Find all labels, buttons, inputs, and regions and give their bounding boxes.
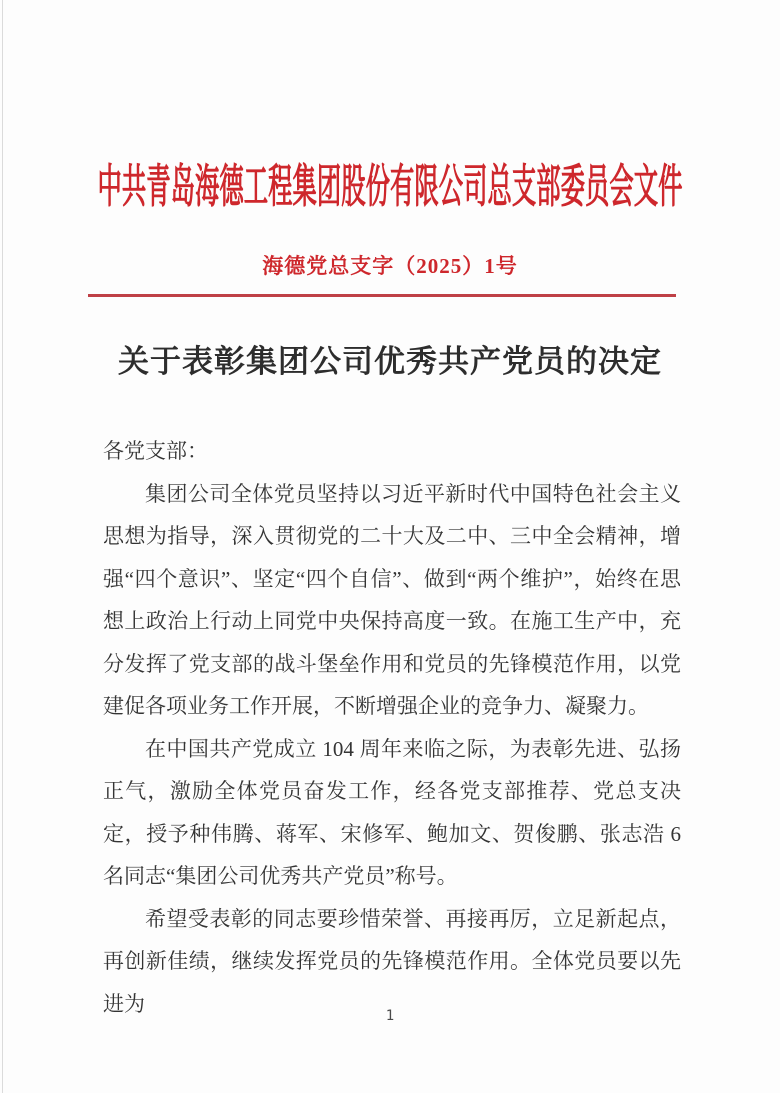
- body-paragraph: 集团公司全体党员坚持以习近平新时代中国特色社会主义思想为指导，深入贯彻党的二十大及二中、三中全会精神，增强“四个意识”、坚定“四个自信”、做到“两个维护”，始终在思想上政治上行动上同党中央保持高度一致。在施工生产中，充分发挥了党支部的战斗堡垒作用和党员的先锋模范作用，以党建促各项业务工作开展，不断增强企业的竞争力、凝聚力。: [103, 481, 681, 718]
- document-title: 关于表彰集团公司优秀共产党员的决定: [118, 344, 662, 379]
- salutation: 各党支部：: [103, 439, 208, 463]
- org-title: 中共青岛海德工程集团股份有限公司总支部委员会文件: [97, 162, 683, 212]
- body-paragraph: 在中国共产党成立 104 周年来临之际，为表彰先进、弘扬正气，激励全体党员奋发工作，经各党支部推荐、党总支决定，授予种伟腾、蒋军、宋修军、鲍加文、贺俊鹏、张志浩 6 名同志“集团公司优秀共产党员”称号。: [103, 736, 681, 888]
- page-number: 1: [385, 1008, 395, 1024]
- body-paragraph: 希望受表彰的同志要珍惜荣誉、再接再厉，立足新起点，再创新佳绩，继续发挥党员的先锋模范作用。全体党员要以先进为: [103, 906, 681, 1016]
- document-number: 海德党总支字（2025）1号: [262, 254, 518, 278]
- red-separator-line: [88, 294, 676, 297]
- document-header: [0, 162, 780, 212]
- document-body: [103, 430, 681, 1025]
